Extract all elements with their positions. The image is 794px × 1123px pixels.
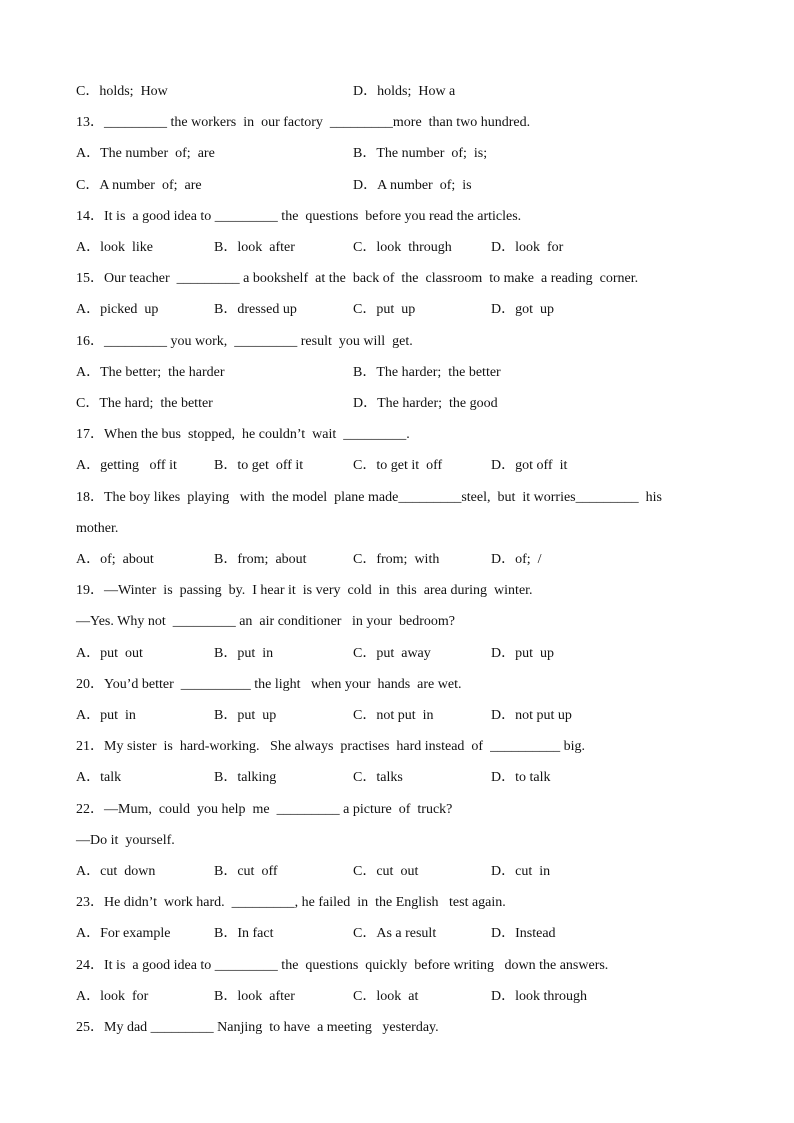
option-b: B．cut off [214, 864, 278, 879]
option-a: A．getting off it [76, 458, 177, 474]
line-text: 21．My sister is hard-working. She always practises hard instead of __________ big. [76, 739, 585, 755]
option-b: B．from; about [214, 552, 307, 567]
option-b: B．to get off it [214, 458, 304, 474]
option-right: D．A number of; is [353, 177, 472, 193]
line-text: 23．He didn’t work hard. _________, he failed in the English test again. [76, 895, 506, 911]
option-right: B．The number of; is; [353, 146, 488, 162]
option-a: A．cut down [76, 864, 156, 879]
option-right: D．The harder; the good [353, 396, 498, 411]
option-c: C．to get it off [353, 458, 443, 474]
option-b: B．look after [214, 240, 295, 255]
option-a: A．picked up [76, 302, 159, 318]
line-text: 14．It is a good idea to _________ the questions before you read the articles. [76, 208, 522, 224]
option-c: C．look at [353, 988, 419, 1004]
option-d: D．got up [491, 302, 554, 318]
line-text: 22．—Mum, could you help me _________ a picture of truck? [76, 801, 453, 817]
line-text: 15．Our teacher _________ a bookshelf at the back of the classroom to make a reading corner. [76, 271, 639, 287]
line-text: mother. [76, 520, 119, 536]
option-left: A．The number of; are [76, 146, 215, 162]
option-left: C．holds; How [76, 84, 168, 99]
option-c: C．As a result [353, 926, 437, 942]
option-right: D．holds; How a [353, 84, 456, 99]
option-left: C．A number of; are [76, 177, 202, 193]
option-b: B．put up [214, 708, 277, 723]
option-d: D．cut in [491, 864, 551, 879]
option-d: D．look through [491, 988, 588, 1004]
line-text: 18．The boy likes playing with the model plane made_________steel, but it worries_________ his [76, 489, 662, 505]
option-b: B．dressed up [214, 302, 297, 318]
option-d: D．put up [491, 645, 554, 661]
line-text: —Do it yourself. [76, 832, 175, 848]
option-a: A．For example [76, 926, 171, 942]
option-d: D．not put up [491, 708, 572, 723]
option-d: D．look for [491, 240, 564, 255]
option-c: C．not put in [353, 708, 434, 723]
option-c: C．look through [353, 240, 452, 255]
option-c: C．put up [353, 302, 416, 318]
option-a: A．put out [76, 645, 143, 661]
option-a: A．put in [76, 708, 136, 723]
option-d: D．Instead [491, 926, 556, 942]
option-b: B．talking [214, 770, 277, 786]
line-text: 16．_________ you work, _________ result you will get. [76, 333, 413, 349]
option-c: C．talks [353, 770, 403, 786]
line-text: 20．You’d better __________ the light when your hands are wet. [76, 676, 462, 692]
line-text: 25．My dad _________ Nanjing to have a meeting yesterday. [76, 1020, 439, 1035]
line-text: 19．—Winter is passing by. I hear it is very cold in this area during winter. [76, 583, 533, 599]
line-text: —Yes. Why not _________ an air conditioner in your bedroom? [76, 614, 455, 630]
option-c: C．put away [353, 645, 431, 661]
option-a: A．of; about [76, 552, 154, 567]
line-text: 17．When the bus stopped, he couldn’t wait _________. [76, 427, 410, 443]
option-c: C．from; with [353, 552, 440, 567]
option-a: A．talk [76, 770, 122, 786]
option-d: D．got off it [491, 458, 568, 474]
option-left: A．The better; the harder [76, 364, 225, 380]
option-b: B．put in [214, 645, 274, 661]
option-d: D．of; / [491, 552, 542, 567]
line-text: 24．It is a good idea to _________ the questions quickly before writing down the answers. [76, 957, 609, 973]
option-b: B．In fact [214, 926, 274, 942]
option-c: C．cut out [353, 864, 419, 879]
line-text: 13．_________ the workers in our factory _________more than two hundred. [76, 115, 531, 131]
option-a: A．look for [76, 988, 149, 1004]
option-b: B．look after [214, 988, 295, 1004]
option-d: D．to talk [491, 770, 551, 786]
option-left: C．The hard; the better [76, 396, 213, 411]
option-right: B．The harder; the better [353, 364, 501, 380]
option-a: A．look like [76, 240, 153, 255]
